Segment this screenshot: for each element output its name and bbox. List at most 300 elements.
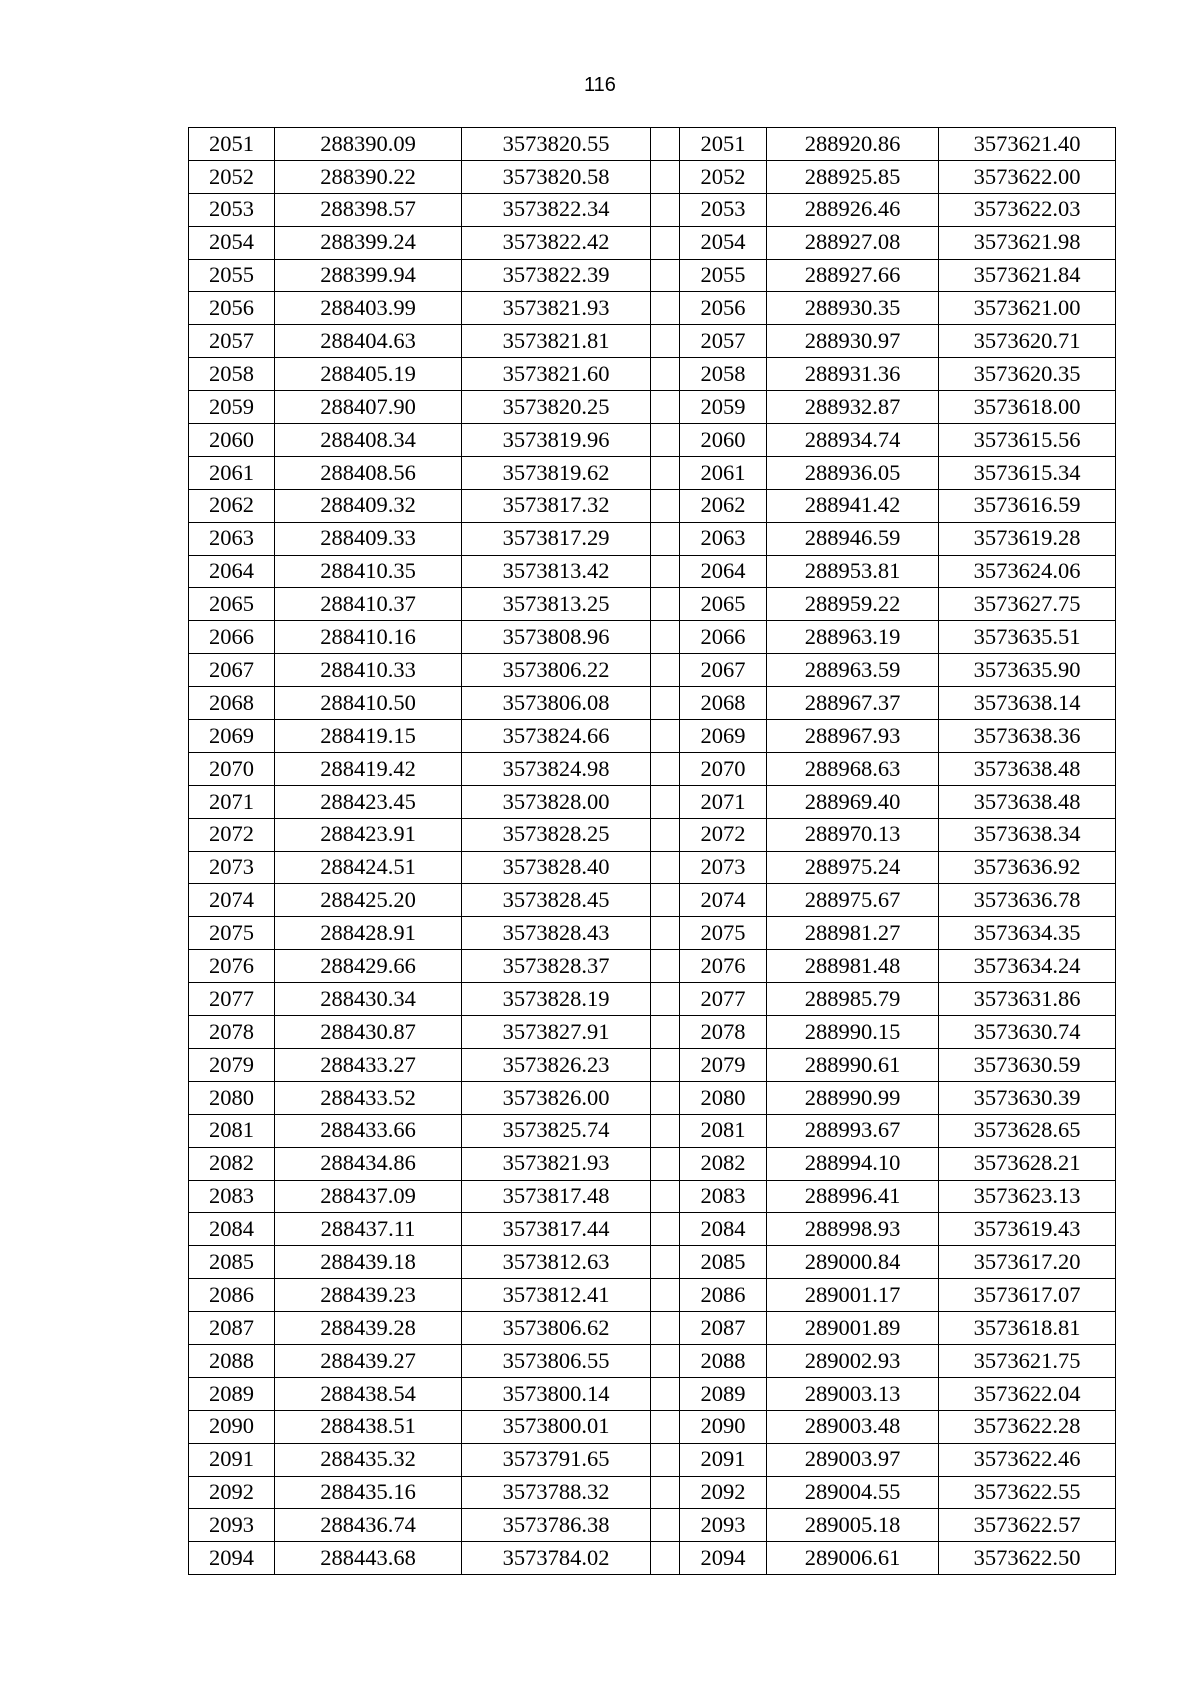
point-id-right: 2080 <box>680 1081 767 1114</box>
x-coordinate-right: 288967.37 <box>767 687 939 720</box>
y-coordinate-left: 3573828.00 <box>462 785 651 818</box>
x-coordinate-right: 288993.67 <box>767 1114 939 1147</box>
y-coordinate-left: 3573828.45 <box>462 884 651 917</box>
table-row <box>189 391 1116 424</box>
table-row <box>189 1279 1116 1312</box>
point-id-left: 2062 <box>189 489 275 522</box>
y-coordinate-left: 3573828.43 <box>462 917 651 950</box>
point-id-right: 2088 <box>680 1344 767 1377</box>
point-id-right: 2078 <box>680 1016 767 1049</box>
separator-cell <box>651 917 680 950</box>
point-id-left: 2081 <box>189 1114 275 1147</box>
y-coordinate-right: 3573628.21 <box>939 1147 1116 1180</box>
x-coordinate-left: 288429.66 <box>275 950 462 983</box>
separator-cell <box>651 983 680 1016</box>
y-coordinate-right: 3573621.75 <box>939 1344 1116 1377</box>
separator-cell <box>651 1048 680 1081</box>
separator-cell <box>651 1443 680 1476</box>
y-coordinate-left: 3573820.55 <box>462 128 651 161</box>
point-id-right: 2094 <box>680 1542 767 1575</box>
x-coordinate-right: 288941.42 <box>767 489 939 522</box>
x-coordinate-right: 288926.46 <box>767 193 939 226</box>
point-id-right: 2090 <box>680 1410 767 1443</box>
separator-cell <box>651 720 680 753</box>
point-id-right: 2063 <box>680 522 767 555</box>
x-coordinate-right: 289001.89 <box>767 1312 939 1345</box>
point-id-right: 2068 <box>680 687 767 720</box>
separator-cell <box>651 752 680 785</box>
x-coordinate-right: 289004.55 <box>767 1476 939 1509</box>
x-coordinate-right: 288990.15 <box>767 1016 939 1049</box>
x-coordinate-right: 289001.17 <box>767 1279 939 1312</box>
x-coordinate-left: 288399.24 <box>275 226 462 259</box>
x-coordinate-right: 288998.93 <box>767 1213 939 1246</box>
table-row <box>189 160 1116 193</box>
x-coordinate-right: 288996.41 <box>767 1180 939 1213</box>
y-coordinate-right: 3573621.98 <box>939 226 1116 259</box>
y-coordinate-left: 3573817.32 <box>462 489 651 522</box>
table-row <box>189 1016 1116 1049</box>
table-row <box>189 1312 1116 1345</box>
separator-cell <box>651 1312 680 1345</box>
separator-cell <box>651 687 680 720</box>
y-coordinate-left: 3573812.63 <box>462 1246 651 1279</box>
y-coordinate-right: 3573622.55 <box>939 1476 1116 1509</box>
point-id-right: 2079 <box>680 1048 767 1081</box>
x-coordinate-right: 288934.74 <box>767 424 939 457</box>
x-coordinate-left: 288433.66 <box>275 1114 462 1147</box>
separator-cell <box>651 193 680 226</box>
x-coordinate-right: 289003.97 <box>767 1443 939 1476</box>
y-coordinate-left: 3573800.14 <box>462 1377 651 1410</box>
x-coordinate-left: 288423.45 <box>275 785 462 818</box>
point-id-right: 2062 <box>680 489 767 522</box>
point-id-right: 2059 <box>680 391 767 424</box>
point-id-left: 2053 <box>189 193 275 226</box>
y-coordinate-right: 3573624.06 <box>939 555 1116 588</box>
separator-cell <box>651 1016 680 1049</box>
point-id-right: 2056 <box>680 292 767 325</box>
x-coordinate-right: 289002.93 <box>767 1344 939 1377</box>
x-coordinate-left: 288409.32 <box>275 489 462 522</box>
table-row <box>189 720 1116 753</box>
y-coordinate-right: 3573618.81 <box>939 1312 1116 1345</box>
x-coordinate-right: 288994.10 <box>767 1147 939 1180</box>
x-coordinate-left: 288434.86 <box>275 1147 462 1180</box>
x-coordinate-left: 288438.54 <box>275 1377 462 1410</box>
y-coordinate-left: 3573806.22 <box>462 654 651 687</box>
y-coordinate-left: 3573825.74 <box>462 1114 651 1147</box>
y-coordinate-right: 3573621.84 <box>939 259 1116 292</box>
table-row <box>189 1443 1116 1476</box>
point-id-left: 2078 <box>189 1016 275 1049</box>
y-coordinate-left: 3573788.32 <box>462 1476 651 1509</box>
separator-cell <box>651 456 680 489</box>
x-coordinate-right: 289003.48 <box>767 1410 939 1443</box>
separator-cell <box>651 1147 680 1180</box>
y-coordinate-left: 3573821.93 <box>462 292 651 325</box>
point-id-right: 2082 <box>680 1147 767 1180</box>
table-row <box>189 325 1116 358</box>
point-id-right: 2092 <box>680 1476 767 1509</box>
x-coordinate-right: 288932.87 <box>767 391 939 424</box>
y-coordinate-left: 3573828.40 <box>462 851 651 884</box>
point-id-left: 2091 <box>189 1443 275 1476</box>
y-coordinate-left: 3573824.66 <box>462 720 651 753</box>
point-id-left: 2089 <box>189 1377 275 1410</box>
separator-cell <box>651 785 680 818</box>
y-coordinate-left: 3573806.55 <box>462 1344 651 1377</box>
point-id-left: 2090 <box>189 1410 275 1443</box>
x-coordinate-left: 288410.33 <box>275 654 462 687</box>
point-id-right: 2083 <box>680 1180 767 1213</box>
point-id-left: 2051 <box>189 128 275 161</box>
separator-cell <box>651 1377 680 1410</box>
table-row <box>189 1147 1116 1180</box>
x-coordinate-left: 288443.68 <box>275 1542 462 1575</box>
y-coordinate-left: 3573821.93 <box>462 1147 651 1180</box>
y-coordinate-left: 3573822.39 <box>462 259 651 292</box>
y-coordinate-right: 3573621.00 <box>939 292 1116 325</box>
separator-cell <box>651 226 680 259</box>
y-coordinate-left: 3573827.91 <box>462 1016 651 1049</box>
table-row <box>189 456 1116 489</box>
y-coordinate-left: 3573800.01 <box>462 1410 651 1443</box>
x-coordinate-left: 288408.56 <box>275 456 462 489</box>
x-coordinate-right: 288963.19 <box>767 621 939 654</box>
table-row <box>189 1246 1116 1279</box>
y-coordinate-left: 3573828.19 <box>462 983 651 1016</box>
point-id-left: 2056 <box>189 292 275 325</box>
point-id-right: 2055 <box>680 259 767 292</box>
table-row <box>189 193 1116 226</box>
x-coordinate-left: 288390.22 <box>275 160 462 193</box>
point-id-right: 2061 <box>680 456 767 489</box>
point-id-left: 2069 <box>189 720 275 753</box>
point-id-right: 2089 <box>680 1377 767 1410</box>
point-id-left: 2067 <box>189 654 275 687</box>
separator-cell <box>651 358 680 391</box>
table-row <box>189 851 1116 884</box>
point-id-left: 2065 <box>189 588 275 621</box>
y-coordinate-left: 3573828.37 <box>462 950 651 983</box>
x-coordinate-right: 288927.08 <box>767 226 939 259</box>
x-coordinate-left: 288437.09 <box>275 1180 462 1213</box>
separator-cell <box>651 884 680 917</box>
x-coordinate-right: 288925.85 <box>767 160 939 193</box>
point-id-right: 2084 <box>680 1213 767 1246</box>
y-coordinate-right: 3573615.34 <box>939 456 1116 489</box>
x-coordinate-left: 288437.11 <box>275 1213 462 1246</box>
separator-cell <box>651 522 680 555</box>
point-id-right: 2070 <box>680 752 767 785</box>
y-coordinate-left: 3573791.65 <box>462 1443 651 1476</box>
table-row <box>189 654 1116 687</box>
y-coordinate-right: 3573635.90 <box>939 654 1116 687</box>
separator-cell <box>651 818 680 851</box>
point-id-right: 2073 <box>680 851 767 884</box>
separator-cell <box>651 1509 680 1542</box>
point-id-left: 2054 <box>189 226 275 259</box>
point-id-left: 2082 <box>189 1147 275 1180</box>
table-row <box>189 259 1116 292</box>
y-coordinate-left: 3573808.96 <box>462 621 651 654</box>
table-row <box>189 358 1116 391</box>
y-coordinate-right: 3573630.74 <box>939 1016 1116 1049</box>
x-coordinate-right: 288990.61 <box>767 1048 939 1081</box>
y-coordinate-right: 3573634.35 <box>939 917 1116 950</box>
x-coordinate-left: 288433.52 <box>275 1081 462 1114</box>
y-coordinate-left: 3573826.00 <box>462 1081 651 1114</box>
separator-cell <box>651 325 680 358</box>
table-row <box>189 752 1116 785</box>
table-row <box>189 1377 1116 1410</box>
point-id-left: 2057 <box>189 325 275 358</box>
table-row <box>189 424 1116 457</box>
y-coordinate-right: 3573622.28 <box>939 1410 1116 1443</box>
point-id-left: 2055 <box>189 259 275 292</box>
separator-cell <box>651 555 680 588</box>
point-id-left: 2087 <box>189 1312 275 1345</box>
x-coordinate-left: 288404.63 <box>275 325 462 358</box>
x-coordinate-right: 288981.27 <box>767 917 939 950</box>
separator-cell <box>651 950 680 983</box>
y-coordinate-right: 3573627.75 <box>939 588 1116 621</box>
x-coordinate-left: 288430.87 <box>275 1016 462 1049</box>
x-coordinate-left: 288399.94 <box>275 259 462 292</box>
page-number: 116 <box>584 74 616 96</box>
y-coordinate-right: 3573638.14 <box>939 687 1116 720</box>
point-id-left: 2061 <box>189 456 275 489</box>
y-coordinate-left: 3573806.62 <box>462 1312 651 1345</box>
x-coordinate-right: 288959.22 <box>767 588 939 621</box>
point-id-left: 2060 <box>189 424 275 457</box>
y-coordinate-left: 3573786.38 <box>462 1509 651 1542</box>
separator-cell <box>651 424 680 457</box>
point-id-left: 2079 <box>189 1048 275 1081</box>
y-coordinate-right: 3573620.35 <box>939 358 1116 391</box>
point-id-left: 2076 <box>189 950 275 983</box>
table-row <box>189 1542 1116 1575</box>
y-coordinate-left: 3573820.25 <box>462 391 651 424</box>
table-row <box>189 1476 1116 1509</box>
separator-cell <box>651 1246 680 1279</box>
x-coordinate-right: 289003.13 <box>767 1377 939 1410</box>
separator-cell <box>651 1114 680 1147</box>
y-coordinate-right: 3573638.36 <box>939 720 1116 753</box>
x-coordinate-right: 288946.59 <box>767 522 939 555</box>
y-coordinate-left: 3573806.08 <box>462 687 651 720</box>
x-coordinate-right: 288975.24 <box>767 851 939 884</box>
point-id-left: 2071 <box>189 785 275 818</box>
separator-cell <box>651 1542 680 1575</box>
point-id-right: 2085 <box>680 1246 767 1279</box>
point-id-right: 2066 <box>680 621 767 654</box>
y-coordinate-right: 3573636.78 <box>939 884 1116 917</box>
table-row <box>189 983 1116 1016</box>
x-coordinate-left: 288408.34 <box>275 424 462 457</box>
y-coordinate-left: 3573820.58 <box>462 160 651 193</box>
y-coordinate-right: 3573617.20 <box>939 1246 1116 1279</box>
y-coordinate-right: 3573638.48 <box>939 752 1116 785</box>
separator-cell <box>651 1081 680 1114</box>
point-id-right: 2075 <box>680 917 767 950</box>
point-id-left: 2084 <box>189 1213 275 1246</box>
separator-cell <box>651 654 680 687</box>
table-row <box>189 687 1116 720</box>
x-coordinate-left: 288439.28 <box>275 1312 462 1345</box>
y-coordinate-left: 3573822.34 <box>462 193 651 226</box>
y-coordinate-right: 3573630.39 <box>939 1081 1116 1114</box>
separator-cell <box>651 1344 680 1377</box>
point-id-right: 2081 <box>680 1114 767 1147</box>
table-row <box>189 1410 1116 1443</box>
point-id-left: 2074 <box>189 884 275 917</box>
x-coordinate-left: 288439.18 <box>275 1246 462 1279</box>
x-coordinate-left: 288410.16 <box>275 621 462 654</box>
separator-cell <box>651 259 680 292</box>
y-coordinate-right: 3573634.24 <box>939 950 1116 983</box>
point-id-right: 2052 <box>680 160 767 193</box>
x-coordinate-right: 288931.36 <box>767 358 939 391</box>
x-coordinate-left: 288439.23 <box>275 1279 462 1312</box>
x-coordinate-left: 288419.15 <box>275 720 462 753</box>
separator-cell <box>651 1213 680 1246</box>
point-id-left: 2059 <box>189 391 275 424</box>
x-coordinate-right: 288969.40 <box>767 785 939 818</box>
point-id-left: 2085 <box>189 1246 275 1279</box>
y-coordinate-right: 3573623.13 <box>939 1180 1116 1213</box>
x-coordinate-left: 288410.35 <box>275 555 462 588</box>
y-coordinate-right: 3573628.65 <box>939 1114 1116 1147</box>
x-coordinate-left: 288403.99 <box>275 292 462 325</box>
y-coordinate-left: 3573821.60 <box>462 358 651 391</box>
y-coordinate-right: 3573622.46 <box>939 1443 1116 1476</box>
separator-cell <box>651 588 680 621</box>
separator-cell <box>651 391 680 424</box>
separator-cell <box>651 160 680 193</box>
x-coordinate-right: 288990.99 <box>767 1081 939 1114</box>
x-coordinate-left: 288435.32 <box>275 1443 462 1476</box>
y-coordinate-right: 3573630.59 <box>939 1048 1116 1081</box>
y-coordinate-right: 3573622.57 <box>939 1509 1116 1542</box>
point-id-right: 2069 <box>680 720 767 753</box>
table-row <box>189 555 1116 588</box>
y-coordinate-left: 3573812.41 <box>462 1279 651 1312</box>
point-id-right: 2051 <box>680 128 767 161</box>
point-id-left: 2080 <box>189 1081 275 1114</box>
x-coordinate-right: 288930.35 <box>767 292 939 325</box>
y-coordinate-right: 3573621.40 <box>939 128 1116 161</box>
y-coordinate-right: 3573620.71 <box>939 325 1116 358</box>
x-coordinate-left: 288438.51 <box>275 1410 462 1443</box>
y-coordinate-right: 3573638.48 <box>939 785 1116 818</box>
table-row <box>189 1114 1116 1147</box>
point-id-right: 2093 <box>680 1509 767 1542</box>
point-id-left: 2073 <box>189 851 275 884</box>
y-coordinate-right: 3573636.92 <box>939 851 1116 884</box>
y-coordinate-left: 3573824.98 <box>462 752 651 785</box>
x-coordinate-left: 288433.27 <box>275 1048 462 1081</box>
point-id-right: 2086 <box>680 1279 767 1312</box>
x-coordinate-left: 288424.51 <box>275 851 462 884</box>
table-row <box>189 1180 1116 1213</box>
x-coordinate-right: 288930.97 <box>767 325 939 358</box>
table-row <box>189 785 1116 818</box>
y-coordinate-left: 3573813.25 <box>462 588 651 621</box>
x-coordinate-right: 288967.93 <box>767 720 939 753</box>
y-coordinate-left: 3573828.25 <box>462 818 651 851</box>
y-coordinate-right: 3573622.04 <box>939 1377 1116 1410</box>
separator-cell <box>651 128 680 161</box>
y-coordinate-left: 3573817.44 <box>462 1213 651 1246</box>
separator-cell <box>651 1410 680 1443</box>
x-coordinate-right: 288953.81 <box>767 555 939 588</box>
table-row <box>189 522 1116 555</box>
table-row <box>189 1213 1116 1246</box>
x-coordinate-left: 288398.57 <box>275 193 462 226</box>
table-row <box>189 1344 1116 1377</box>
x-coordinate-left: 288435.16 <box>275 1476 462 1509</box>
y-coordinate-right: 3573619.28 <box>939 522 1116 555</box>
y-coordinate-left: 3573822.42 <box>462 226 651 259</box>
x-coordinate-right: 288927.66 <box>767 259 939 292</box>
y-coordinate-left: 3573819.62 <box>462 456 651 489</box>
x-coordinate-right: 288968.63 <box>767 752 939 785</box>
point-id-right: 2076 <box>680 950 767 983</box>
table-row <box>189 489 1116 522</box>
table-row <box>189 226 1116 259</box>
coordinates-table-body <box>189 128 1116 1575</box>
point-id-left: 2058 <box>189 358 275 391</box>
y-coordinate-right: 3573635.51 <box>939 621 1116 654</box>
point-id-right: 2087 <box>680 1312 767 1345</box>
y-coordinate-left: 3573813.42 <box>462 555 651 588</box>
separator-cell <box>651 1476 680 1509</box>
point-id-left: 2083 <box>189 1180 275 1213</box>
x-coordinate-right: 288936.05 <box>767 456 939 489</box>
y-coordinate-right: 3573622.03 <box>939 193 1116 226</box>
x-coordinate-left: 288423.91 <box>275 818 462 851</box>
x-coordinate-left: 288410.50 <box>275 687 462 720</box>
separator-cell <box>651 851 680 884</box>
x-coordinate-right: 288975.67 <box>767 884 939 917</box>
point-id-left: 2063 <box>189 522 275 555</box>
x-coordinate-right: 289006.61 <box>767 1542 939 1575</box>
separator-cell <box>651 292 680 325</box>
point-id-right: 2091 <box>680 1443 767 1476</box>
point-id-left: 2092 <box>189 1476 275 1509</box>
y-coordinate-right: 3573638.34 <box>939 818 1116 851</box>
x-coordinate-right: 289000.84 <box>767 1246 939 1279</box>
point-id-left: 2068 <box>189 687 275 720</box>
point-id-left: 2086 <box>189 1279 275 1312</box>
y-coordinate-left: 3573817.29 <box>462 522 651 555</box>
table-row <box>189 818 1116 851</box>
point-id-right: 2053 <box>680 193 767 226</box>
table-row <box>189 950 1116 983</box>
x-coordinate-left: 288405.19 <box>275 358 462 391</box>
y-coordinate-right: 3573615.56 <box>939 424 1116 457</box>
x-coordinate-left: 288409.33 <box>275 522 462 555</box>
point-id-left: 2077 <box>189 983 275 1016</box>
point-id-left: 2052 <box>189 160 275 193</box>
x-coordinate-left: 288428.91 <box>275 917 462 950</box>
x-coordinate-right: 288970.13 <box>767 818 939 851</box>
point-id-right: 2060 <box>680 424 767 457</box>
y-coordinate-right: 3573631.86 <box>939 983 1116 1016</box>
y-coordinate-right: 3573618.00 <box>939 391 1116 424</box>
